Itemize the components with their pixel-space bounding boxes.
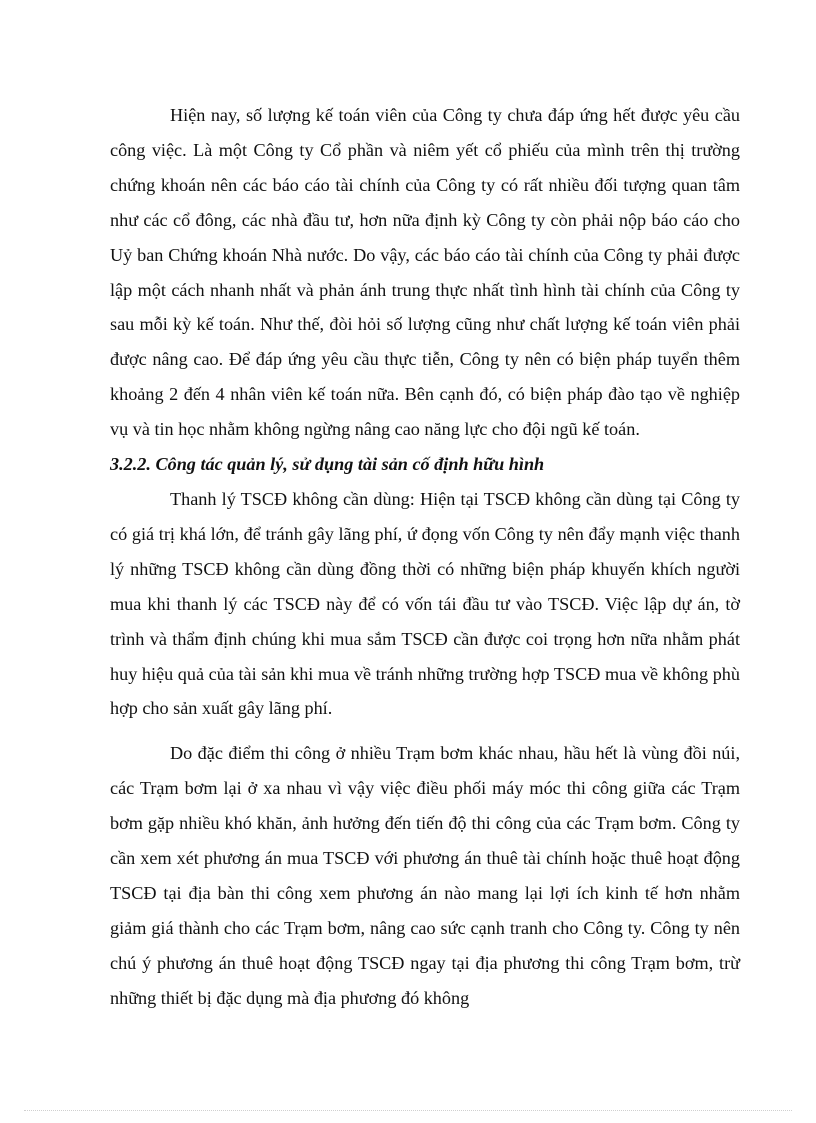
paragraph-asset-liquidation: Thanh lý TSCĐ không cần dùng: Hiện tại TSCĐ không cần dùng tại Công ty có giá trị khá lớn, để tránh gây lãng phí, ứ đọng vốn Công ty nên đẩy mạnh việc thanh lý những TSCĐ không cần dùng đồng thời có những biện pháp khuyến khích người mua khi thanh lý các TSCĐ này để có vốn tái đầu tư vào TSCĐ. Việc lập dự án, tờ trình và thẩm định chúng khi mua sắm TSCĐ cần được coi trọng hơn nữa nhằm phát huy hiệu quả của tài sản khi mua về tránh những trường hợp TSCĐ mua về không phù hợp cho sản xuất gây lãng phí. [110,488,740,719]
document-page [110,98,740,1016]
paragraph-pump-station: Do đặc điểm thi công ở nhiều Trạm bơm khác nhau, hầu hết là vùng đồi núi, các Trạm bơm lại ở xa nhau vì vậy việc điều phối máy móc thi công giữa các Trạm bơm gặp nhiều khó khăn, ảnh hưởng đến tiến độ thi công của các Trạm bơm. Công ty cần xem xét phương án mua TSCĐ với phương án thuê tài chính hoặc thuê hoạt động TSCĐ tại địa bàn thi công xem phương án nào mang lại lợi ích kinh tế hơn nhằm giảm giá thành cho các Trạm bơm, nâng cao sức cạnh tranh cho Công ty. Công ty nên chú ý phương án thuê hoạt động TSCĐ ngay tại địa phương thi công Trạm bơm, trừ những thiết bị đặc dụng mà địa phương đó không [110,743,740,1008]
section-heading: 3.2.2. Công tác quản lý, sử dụng tài sản cố định hữu hình [110,454,545,475]
page-bottom-divider [24,1110,792,1111]
paragraph-accounting-staff: Hiện nay, số lượng kế toán viên của Công ty chưa đáp ứng hết được yêu cầu công việc. Là một Công ty Cổ phần và niêm yết cổ phiếu của mình trên thị trường chứng khoán nên các báo cáo tài chính của Công ty có rất nhiều đối tượng quan tâm như các cổ đông, các nhà đầu tư, hơn nữa định kỳ Công ty còn phải nộp báo cáo cho Uỷ ban Chứng khoán Nhà nước. Do vậy, các báo cáo tài chính của Công ty phải được lập một cách nhanh nhất và phản ánh trung thực nhất tình hình tài chính của Công ty sau mỗi kỳ kế toán. Như thế, đòi hỏi số lượng cũng như chất lượng kế toán viên phải được nâng cao. Để đáp ứng yêu cầu thực tiễn, Công ty nên có biện pháp tuyển thêm khoảng 2 đến 4 nhân viên kế toán nữa. Bên cạnh đó, có biện pháp đào tạo về nghiệp vụ và tin học nhằm không ngừng nâng cao năng lực cho đội ngũ kế toán. [110,105,740,440]
